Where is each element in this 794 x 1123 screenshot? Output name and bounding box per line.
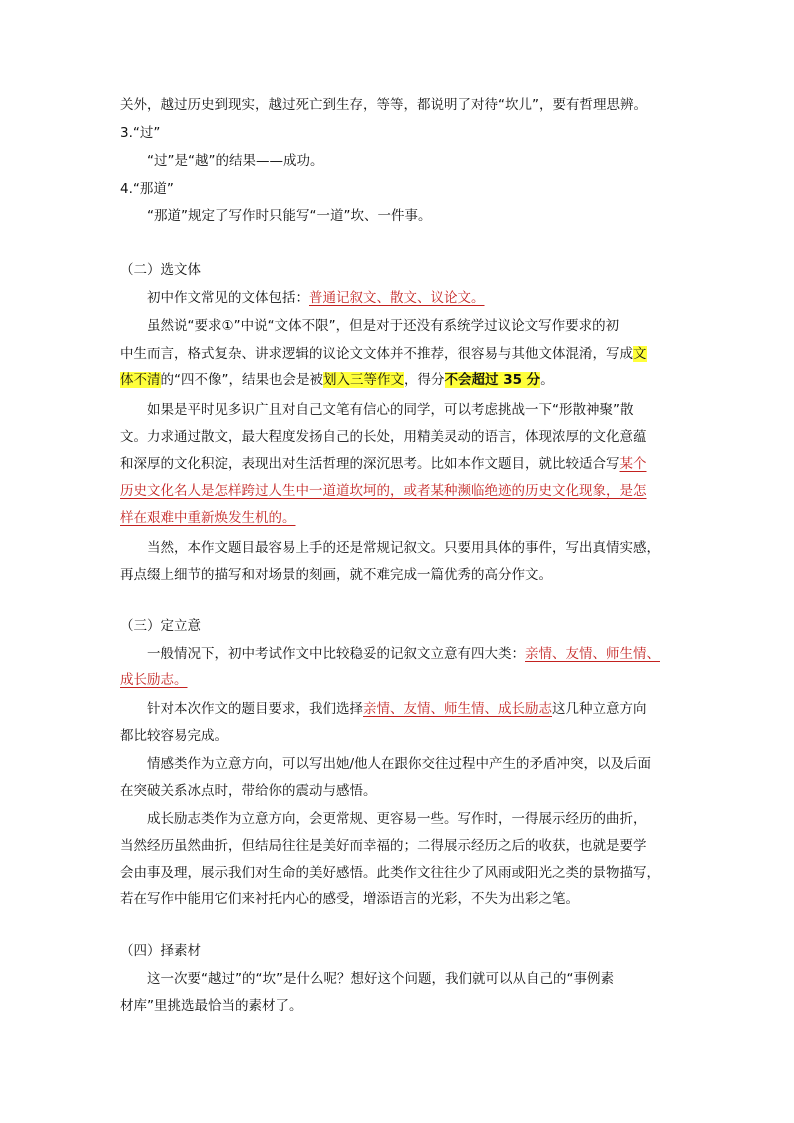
paragraph-line: 材库”里挑选最恰当的素材了。 xyxy=(120,998,303,1014)
paragraph-line xyxy=(120,455,647,473)
highlight: 体不清 xyxy=(120,372,161,388)
text-span: 一般情况下，初中考试作文中比较稳妥的记叙文立意有四大类： xyxy=(147,646,525,662)
red-emphasis: 普通记叙文、散文、议论文。 xyxy=(309,290,485,306)
paragraph-line xyxy=(120,345,647,363)
highlight-bold: 不会超过 35 分 xyxy=(444,372,541,388)
section-heading: （三）定立意 xyxy=(120,618,201,634)
paragraph-line: 在突破关系冰点时，带给你的震动与感悟。 xyxy=(120,783,377,799)
item3-text: “过”是“越”的结果——成功。 xyxy=(147,153,324,169)
text-span: 。 xyxy=(540,372,554,388)
red-emphasis-line: 样在艰难中重新焕发生机的。 xyxy=(120,510,296,526)
paragraph-line: 当然，本作文题目最容易上手的还是常规记叙文。只要用具体的事件，写出真情实感， xyxy=(147,540,660,556)
paragraph-line: 都比较容易完成。 xyxy=(120,728,228,744)
paragraph-line: 再点缀上细节的描写和对场景的刻画，就不难完成一篇优秀的高分作文。 xyxy=(120,567,552,583)
paragraph-line xyxy=(147,700,647,718)
section-heading: （二）选文体 xyxy=(120,262,201,278)
item3-label: 3.“过” xyxy=(120,125,161,141)
paragraph-line xyxy=(147,645,660,663)
section-heading: （四）择素材 xyxy=(120,943,201,959)
red-emphasis: 亲情、友情、师生情、 xyxy=(525,646,660,662)
red-emphasis: 某个 xyxy=(619,456,647,472)
text-span: 的“四不像”，结果也会是被 xyxy=(160,372,323,388)
paragraph-line: 文。力求通过散文，最大程度发扬自己的长处，用精美灵动的语言，体现浓厚的文化意蕴 xyxy=(120,429,647,445)
red-emphasis: 亲情、友情、师生情、成长励志 xyxy=(363,701,552,717)
paragraph-line xyxy=(120,371,554,389)
highlight: 文 xyxy=(633,346,647,362)
item4-label: 4.“那道” xyxy=(120,181,174,197)
text-span: 和深厚的文化积淀，表现出对生活哲理的深沉思考。比如本作文题目，就比较适合写 xyxy=(120,456,620,472)
paragraph-line: 虽然说“要求①”中说“文体不限”，但是对于还没有系统学过议论文写作要求的初 xyxy=(147,318,620,334)
red-emphasis-line: 成长励志。 xyxy=(120,672,188,688)
text-span: 初中作文常见的文体包括： xyxy=(147,290,309,306)
text-span: 中生而言，格式复杂、讲求逻辑的议论文文体并不推荐，很容易与其他文体混淆，写成 xyxy=(120,346,633,362)
paragraph-line xyxy=(147,289,485,307)
text-span: ，得分 xyxy=(404,372,445,388)
intro-tail: 关外，越过历史到现实，越过死亡到生存，等等，都说明了对待“坎儿”，要有哲理思辨。 xyxy=(120,97,647,113)
red-emphasis-line: 历史文化名人是怎样跨过人生中一道道坎坷的，或者某种濒临绝迹的历史文化现象，是怎 xyxy=(120,483,647,499)
paragraph-line: 会由事及理，展示我们对生命的美好感悟。此类作文往往少了风雨或阳光之类的景物描写， xyxy=(120,865,660,881)
highlight: 划入三等作文 xyxy=(323,372,404,388)
paragraph-line: 如果是平时见多识广且对自己文笔有信心的同学，可以考虑挑战一下“形散神聚”散 xyxy=(147,402,634,418)
item4-text: “那道”规定了写作时只能写“一道”坎、一件事。 xyxy=(147,208,432,224)
paragraph-line: 当然经历虽然曲折，但结局往往是美好而幸福的；二得展示经历之后的收获，也就是要学 xyxy=(120,838,647,854)
paragraph-line: 若在写作中能用它们来衬托内心的感受，增添语言的光彩，不失为出彩之笔。 xyxy=(120,891,579,907)
paragraph-line: 这一次要“越过”的“坎”是什么呢？想好这个问题，我们就可以从自己的“事例素 xyxy=(147,971,614,987)
paragraph-line: 成长励志类作为立意方向，会更常规、更容易一些。写作时，一得展示经历的曲折， xyxy=(147,811,647,827)
paragraph-line: 情感类作为立意方向，可以写出她/他人在跟你交往过程中产生的矛盾冲突，以及后面 xyxy=(147,756,652,772)
text-span: 针对本次作文的题目要求，我们选择 xyxy=(147,701,363,717)
text-span: 这几种立意方向 xyxy=(552,701,647,717)
